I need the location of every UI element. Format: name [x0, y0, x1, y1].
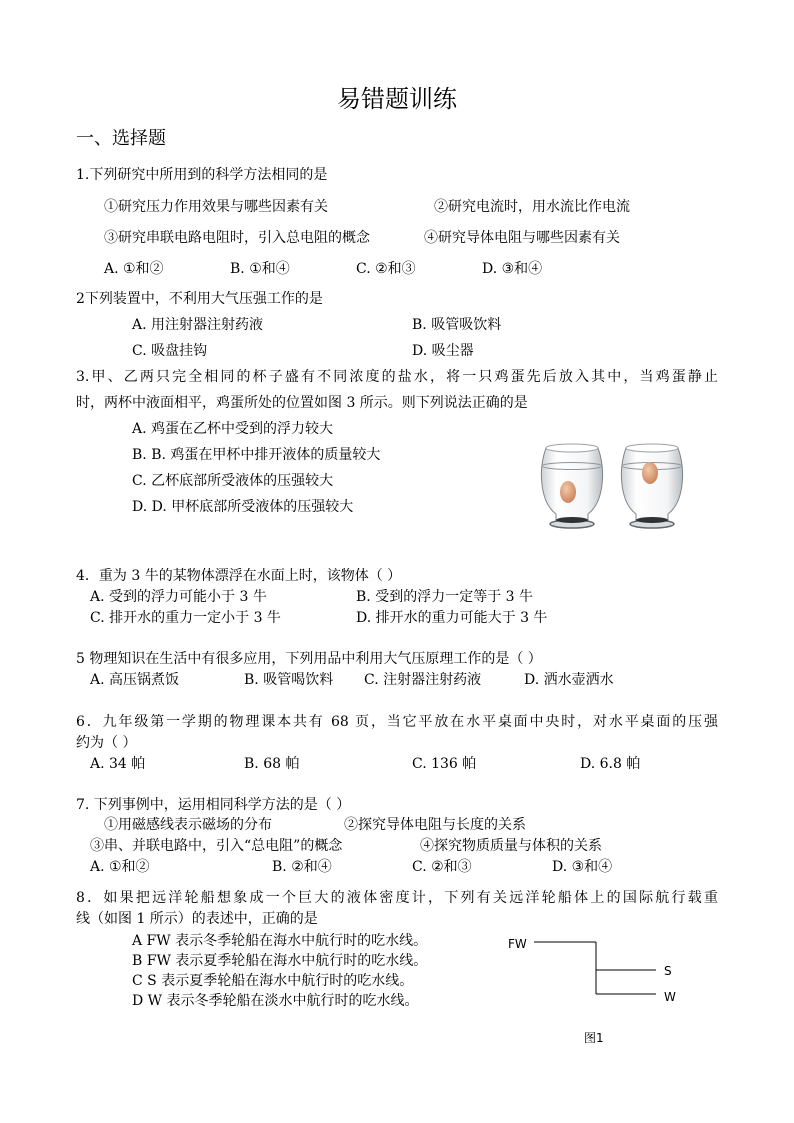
q1-stem: 1.下列研究中所用到的科学方法相同的是: [76, 167, 328, 183]
q4-option-c[interactable]: C. 排开水的重力一定小于 3 牛: [90, 610, 281, 626]
q7-option-a[interactable]: A. ①和②: [90, 859, 150, 875]
glass-yi: [621, 444, 682, 528]
label-s: S: [664, 964, 672, 978]
q8-option-d[interactable]: D W 表示冬季轮船在淡水中航行时的吃水线。: [132, 993, 419, 1009]
q6-stem-line2: 约为（ ）: [76, 735, 137, 751]
q2-option-a[interactable]: A. 用注射器注射药液: [132, 317, 264, 333]
q7-item-1: ①用磁感线表示磁场的分布: [104, 817, 272, 833]
q1-option-a[interactable]: A. ①和②: [104, 261, 164, 277]
q3-option-a[interactable]: A. 鸡蛋在乙杯中受到的浮力较大: [132, 421, 334, 437]
label-fw: FW: [508, 937, 527, 951]
q1-option-b[interactable]: B. ①和④: [230, 261, 290, 277]
q3-option-b[interactable]: B. B. 鸡蛋在甲杯中排开液体的质量较大: [132, 447, 381, 463]
q4-option-d[interactable]: D. 排开水的重力可能大于 3 牛: [356, 610, 548, 626]
q7-option-b[interactable]: B. ②和④: [272, 859, 332, 875]
q1-item-2: ②研究电流时，用水流比作电流: [434, 199, 630, 215]
q5-option-b[interactable]: B. 吸管喝饮料: [244, 672, 334, 688]
q3-option-d[interactable]: D. D. 甲杯底部所受液体的压强较大: [132, 499, 354, 515]
q8-option-a[interactable]: A FW 表示冬季轮船在海水中航行时的吃水线。: [132, 933, 428, 949]
q7-item-3: ③串、并联电路中，引入“总电阻”的概念: [90, 838, 343, 854]
q4-stem: 4．重为 3 牛的某物体漂浮在水面上时，该物体（ ）: [76, 568, 402, 584]
q3-stem-line1: 3.甲、乙两只完全相同的杯子盛有不同浓度的盐水，将一只鸡蛋先后放入其中，当鸡蛋静止: [76, 369, 718, 385]
label-w: W: [664, 990, 676, 1004]
q1-item-1: ①研究压力作用效果与哪些因素有关: [104, 199, 328, 215]
q2-option-c[interactable]: C. 吸盘挂钩: [132, 343, 208, 359]
q1-item-3: ③研究串联电路电阻时，引入总电阻的概念: [104, 230, 370, 246]
page-title: 易错题训练: [337, 85, 457, 113]
egg-in-jia: [560, 481, 576, 503]
q6-stem-line1: 6．九年级第一学期的物理课本共有 68 页，当它平放在水平桌面中央时，对水平桌面的压强: [76, 714, 718, 730]
q7-item-2: ②探究导体电阻与长度的关系: [344, 817, 526, 833]
q8-option-c[interactable]: C S 表示夏季轮船在海水中航行时的吃水线。: [132, 973, 414, 989]
q2-option-d[interactable]: D. 吸尘器: [412, 343, 474, 359]
q5-stem: 5 物理知识在生活中有很多应用，下列用品中利用大气压原理工作的是（ ）: [76, 651, 542, 667]
glass-jia: [541, 444, 602, 528]
q6-option-c[interactable]: C. 136 帕: [412, 756, 477, 772]
q6-option-a[interactable]: A. 34 帕: [90, 756, 146, 772]
q5-option-d[interactable]: D. 洒水壶洒水: [524, 672, 614, 688]
q5-option-a[interactable]: A. 高压锅煮饭: [90, 672, 180, 688]
q2-option-b[interactable]: B. 吸管吸饮料: [412, 317, 502, 333]
q1-option-d[interactable]: D. ③和④: [482, 261, 543, 277]
q1-item-4: ④研究导体电阻与哪些因素有关: [424, 230, 620, 246]
q5-option-c[interactable]: C. 注射器注射药液: [364, 672, 482, 688]
q3-option-c[interactable]: C. 乙杯底部所受液体的压强较大: [132, 473, 334, 489]
q8-option-b[interactable]: B FW 表示夏季轮船在海水中航行时的吃水线。: [132, 953, 428, 969]
q6-option-b[interactable]: B. 68 帕: [244, 756, 300, 772]
q1-option-c[interactable]: C. ②和③: [356, 261, 416, 277]
q8-stem-line2: 线（如图 1 所示）的表述中，正确的是: [76, 911, 318, 927]
figure-caption: 图1: [584, 1031, 604, 1045]
q4-option-b[interactable]: B. 受到的浮力一定等于 3 牛: [356, 589, 533, 605]
q7-item-4: ④探究物质质量与体积的关系: [420, 838, 602, 854]
q7-option-c[interactable]: C. ②和③: [412, 859, 472, 875]
q7-option-d[interactable]: D. ③和④: [552, 859, 613, 875]
q6-option-d[interactable]: D. 6.8 帕: [580, 756, 641, 772]
q2-stem: 2下列装置中，不利用大气压强工作的是: [76, 291, 323, 307]
egg-in-yi: [642, 462, 658, 484]
q8-stem-line1: 8．如果把远洋轮船想象成一个巨大的液体密度计，下列有关远洋轮船体上的国际航行载重: [76, 890, 718, 906]
q7-stem: 7. 下列事例中，运用相同科学方法的是（ ）: [76, 797, 351, 813]
section-heading: 一、选择题: [76, 128, 166, 149]
q3-stem-line2: 时，两杯中液面相平，鸡蛋所处的位置如图 3 所示。则下列说法正确的是: [76, 395, 528, 411]
q4-option-a[interactable]: A. 受到的浮力可能小于 3 牛: [90, 589, 267, 605]
egg-glasses-figure: [536, 440, 686, 536]
